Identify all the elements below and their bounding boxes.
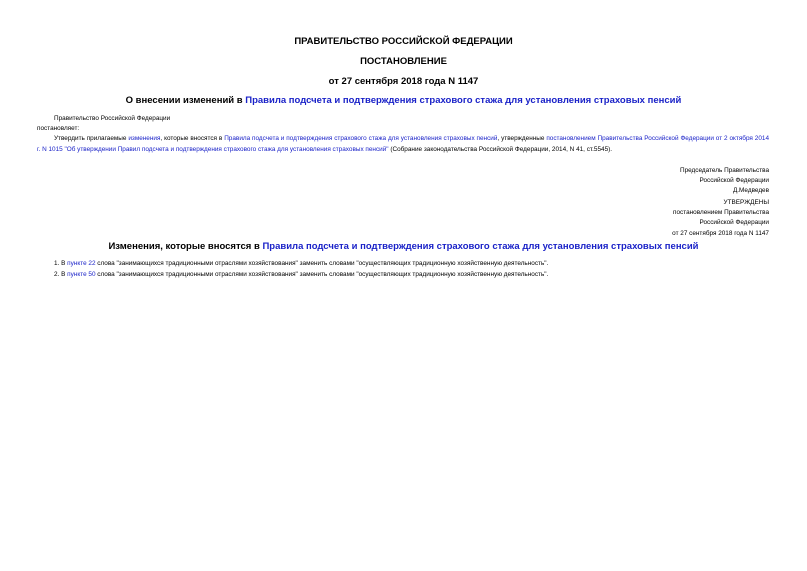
- rules-link-body[interactable]: Правила подсчета и подтверждения страхового стажа для установления страховых пенсий: [224, 135, 498, 142]
- preamble-resolves: постановляет:: [37, 125, 80, 132]
- resolution-1015-link[interactable]: постановлением Правительства Российской Федерации от 2 октября 2014 г. N 1015 "Об утверждении Правил подсчета и подтверждения страхового стажа для установления страховых пенсий": [37, 135, 770, 153]
- changes-link[interactable]: изменения: [128, 135, 161, 142]
- document-subject: [0, 95, 807, 106]
- paragraph-mid-1: , которые вносятся в: [160, 135, 225, 142]
- annex-item-1: [54, 259, 548, 269]
- approval-line-2: Российской Федерации: [699, 219, 769, 226]
- signature-name: Д.Медведев: [732, 187, 769, 194]
- annex-item-2: [54, 270, 548, 280]
- item-2-text: слова "занимающихся традиционными отраслями хозяйствования" заменить словами "осуществляющих традиционную хозяйственную деятельность".: [95, 271, 549, 278]
- approval-line-1: постановлением Правительства: [673, 209, 769, 216]
- paragraph-mid-2: , утвержденные: [497, 135, 547, 142]
- clause-22-link[interactable]: пункте 22: [67, 260, 96, 267]
- main-paragraph: [37, 134, 769, 155]
- paragraph-prefix: Утвердить прилагаемые: [54, 135, 129, 142]
- signature-title-1: Председатель Правительства: [680, 167, 769, 174]
- annex-title-prefix: Изменения, которые вносятся в: [108, 241, 263, 252]
- signature-title-2: Российской Федерации: [699, 177, 769, 184]
- item-1-prefix: 1. В: [54, 260, 68, 267]
- government-heading: ПРАВИТЕЛЬСТВО РОССИЙСКОЙ ФЕДЕРАЦИИ: [294, 36, 513, 47]
- paragraph-suffix: (Собрание законодательства Российской Федерации, 2014, N 41, ст.5545).: [388, 145, 613, 153]
- subject-prefix: О внесении изменений в: [125, 95, 246, 106]
- clause-50-link[interactable]: пункте 50: [67, 271, 96, 278]
- annex-title: [0, 241, 807, 252]
- item-2-prefix: 2. В: [54, 271, 68, 278]
- preamble-government: Правительство Российской Федерации: [54, 115, 171, 122]
- approval-line-3: от 27 сентября 2018 года N 1147: [672, 230, 769, 237]
- item-1-text: слова "занимающихся традиционными отраслями хозяйствования" заменить словами "осуществляющих традиционную хозяйственную деятельность".: [95, 260, 549, 267]
- approval-label: УТВЕРЖДЕНЫ: [723, 199, 769, 206]
- document-date-number: от 27 сентября 2018 года N 1147: [328, 76, 479, 87]
- document-type-heading: ПОСТАНОВЛЕНИЕ: [360, 56, 447, 67]
- rules-link-heading[interactable]: Правила подсчета и подтверждения страхового стажа для установления страховых пенсий: [245, 95, 682, 106]
- rules-link-annex[interactable]: Правила подсчета и подтверждения страхового стажа для установления страховых пенсий: [262, 241, 699, 252]
